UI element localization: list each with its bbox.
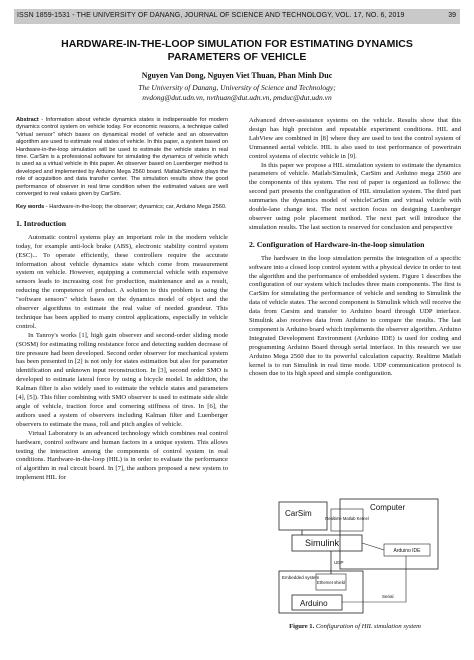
affiliation-block — [14, 83, 460, 103]
author-list: Nguyen Van Dong, Nguyen Viet Thuan, Phan Minh Duc — [141, 71, 333, 80]
arduino-ide-label: Arduino IDE — [393, 548, 421, 554]
abstract — [16, 117, 228, 198]
simulink-ide-link — [362, 543, 384, 550]
hil-configuration-figure — [278, 498, 440, 616]
page-number: 39 — [448, 12, 456, 19]
arduino-label: Arduino — [300, 599, 328, 608]
computer-label: Computer — [370, 503, 406, 512]
udp-label: UDP — [334, 560, 344, 565]
keywords-text: - Hardware-in-the-loop; the observer; dynamics; car, Arduino Mega 2560. — [44, 204, 227, 211]
carsim-label: CarSim — [285, 509, 312, 518]
keywords-label: Key words — [16, 204, 45, 211]
serial-link — [342, 556, 406, 602]
figure-caption — [249, 623, 461, 630]
abstract-label: Abstract — [16, 117, 39, 123]
hil-diagram — [278, 498, 440, 616]
right-column — [249, 117, 461, 379]
serial-label: Serial — [382, 594, 394, 599]
figure-caption-text: Configuration of HIL simulation system — [314, 623, 421, 630]
matlab-kernel-label: Realtime Matlab Kernel — [325, 516, 369, 521]
section-heading-introduction: 1. Introduction — [16, 218, 67, 228]
left-column — [16, 117, 228, 483]
journal-header-bar — [14, 9, 460, 24]
configuration-paragraph: The hardware in the loop simulation permits the integration of a specific software into a closed loop control system with a physical device in order to test the algorithm and the performance of embedded system. Figure 1 describes the configuration of our system which includes three main components. The first is CarSim for simulating the performance of vehicle and sending to Simulink the data of vehicle states. The second component is Simulink which will receive the data from Carsim and transfer to Arduino board through UDP interface. Simulink also receives data from Arduino to compare the results. The last component is Arduino board which implements the observer algorithm. Arduino Integrated Development Environment (Arduino IDE) is used for coding and programming Arduino Board through serial interface. In this research we use Arduino Mega 2560 due to its powerful calculation capacity. Realtime Matlab kernel is to run Simulink in real time mode. UDP communication protocol is chosen due to its high speed and simple configuration. — [249, 254, 461, 378]
embedded-system-label: Embedded system — [282, 575, 320, 580]
intro-paragraph: In this paper we propose a HIL simulation system to estimate the dynamics parameters of vehicle. Matlab/Simulink, CarSim and Arduino mega 2560 are the components of this system. The rest of paper is organized as follows: the second part presents the configuration of HIL simulation system. The third part summaries the dynamics model of vehicleCarSim and virtual vehicle with double-lane change test. The next section focus on designing Luenberger observer using pole placement method. The next part will introduce the simulation results. The last section is reserved for conclusion and perspective — [249, 161, 461, 231]
simulink-label: Simulink — [305, 538, 340, 548]
figure-caption-label: Figure 1. — [289, 623, 315, 630]
intro-paragraph: Virtual Laboratory is an advanced technology which combines real control hardware, control software and human factors in a unique system. This allows testing the interaction among the components of control system in real conditions. Hardware-in-the-loop (HIL) is in order to evaluate the performance of algorithm in real circuit board. In [7], the authors proposed a new system to implement HIL for — [16, 429, 228, 482]
keywords — [16, 204, 228, 211]
intro-paragraph: In Tanroy's works [1], high gain observer and second-order sliding mode (SOSM) for estimating rolling resistance force and detecting sudden decrease of tire pressure had been developed. Second order observer for mechanical system has been presented in [2] is not only for states estimation but also for parameter identification and unknown input reconstruction. In [3], second order SMO is developed to estimate lateral force by using a bicycle model. In addition, the Kalman filter is also widely used to estimate the vehicle states and parameters [4], [5]). This filter combining with SMO observer is used to estimate side slide angle of vehicle, traction force and cornering stiffness of tires. In [6], the authors used a system of observers including Kalman filter and Luenberger observers to estimate the mass, roll and pitch angles of vehicle. — [16, 331, 228, 428]
paper-title: HARDWARE-IN-THE-LOOP SIMULATION FOR ESTIMATING DYNAMICS PARAMETERS OF VEHICLE — [61, 38, 413, 63]
intro-continued-paragraph: Advanced driver-assistance systems on the vehicle. Results show that this design has high precision and repeatable experiment conditions. HIL and LabView are combined in [8] where they are used to test the control system of Unmanned aerial vehicle. HIL is also used to test performance of powertrain control systems of electric vehicle in [9]. — [249, 117, 461, 160]
author-emails: nvdong@dut.udn.vn, nvthuan@dut.udn.vn, pmduc@dut.udn.vn — [142, 93, 332, 102]
affiliation: The University of Danang, University of Science and Technology; — [138, 83, 336, 92]
abstract-text: - Information about vehicle dynamics states is indispensable for modern dynamics control system on vehicle today. For economic reasons, a technique called "virtual sensor" which bases on dynamical model of vehicle and an observation algorithm are used to estimate real states of vehicle. In this paper, a system based on Hardware-in-the-loop simulation will be used to estimate the vehicle states in real time. CarSim is a professional software for simulating the dynamics of vehicle which is used as a virtual vehicle in this paper. An observer based on Luenberger method is developed and implemented by Arduino Mega 2560 board. Matlab/Simulink plays the role of acquisition and data transfer center. The simulation results show the good performance of observer in real time condition when the estimated values are well converged to real values given by CarSim. — [16, 117, 228, 198]
journal-header: ISSN 1859-1531 - THE UNIVERSITY OF DANANG, JOURNAL OF SCIENCE AND TECHNOLOGY, VOL. 17, NO. 6, 2019 — [17, 12, 405, 19]
intro-paragraph: Automatic control systems play an important role in the modern vehicle today, for example anti-lock brake (ABS), electronic stability control system (ESC)... To operate efficiently, these controllers require the accurate information about vehicle dynamics state which come from measurement system on vehicle. However, equipping a commercial vehicle with expensive sensors leads to increasing cost for production, maintenance and as a result, reducing the competence of product. A solution to this problem is using the "software sensors" which bases on the dynamics model of object and the observer algorithms to estimate the real value of needed grandeur. This technique has been applied to many control applications, especially in vehicle control. — [16, 233, 228, 330]
ethernet-shield-label: Ethernet shield — [317, 580, 345, 585]
section-heading-configuration: 2. Configuration of Hardware-in-the-loop simulation — [249, 239, 425, 249]
